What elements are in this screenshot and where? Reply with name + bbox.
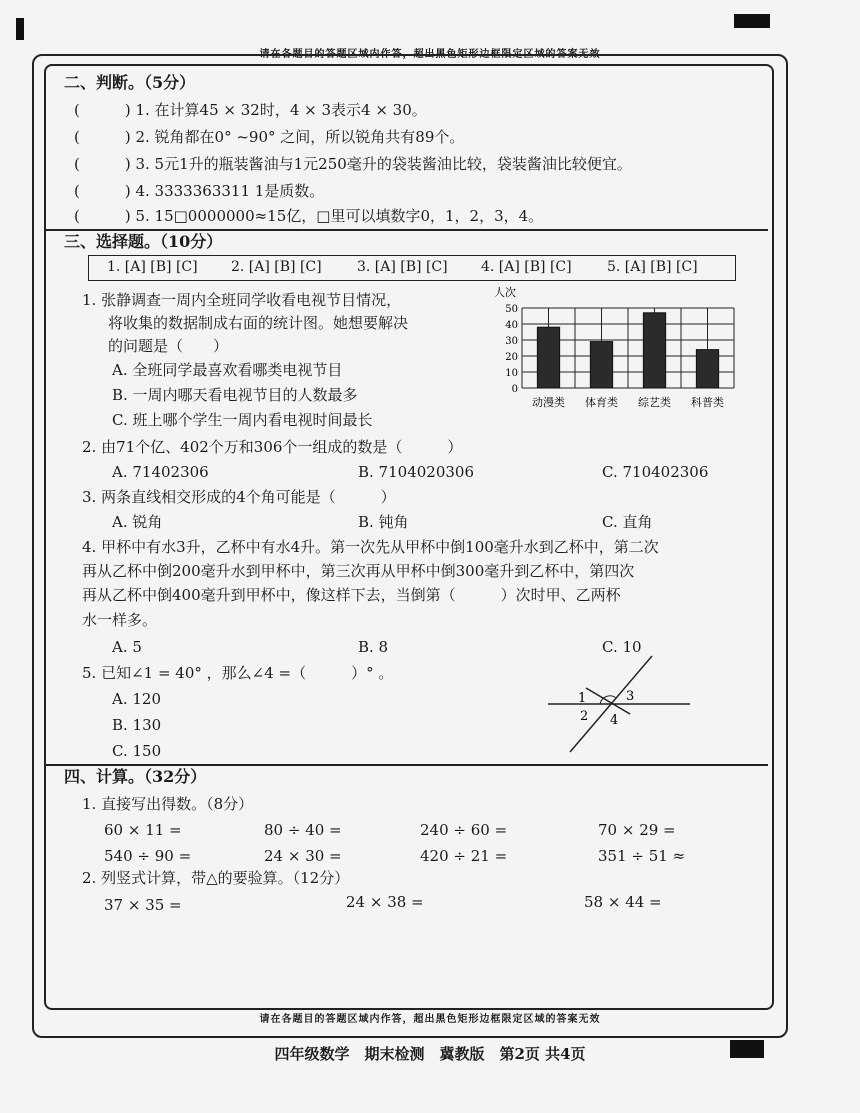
chart-ytick-3: 30: [505, 336, 518, 347]
q4-stem-line1: 4. 甲杯中有水3升，乙杯中有水4升。第一次先从甲杯中倒100毫升水到乙杯中，第二次: [82, 538, 659, 556]
q4-stem-line3: 再从乙杯中倒400毫升到甲杯中，像这样下去，当倒第（ ）次时甲、乙两杯: [82, 586, 621, 604]
q4-option-b: B. 8: [358, 638, 389, 656]
chart-ytick-5: 50: [505, 304, 518, 315]
notice-top: 请在各题目的答题区域内作答，超出黑色矩形边框限定区域的答案无效: [259, 49, 601, 60]
calc-row1-3: 240 ÷ 60 =: [420, 821, 508, 839]
notice-bottom: 请在各题目的答题区域内作答，超出黑色矩形边框限定区域的答案无效: [259, 1014, 601, 1025]
q5-option-a: A. 120: [112, 690, 161, 708]
corner-mark-top-left: [16, 18, 24, 40]
q5-stem: 5. 已知∠1 = 40° ，那么∠4 =（ ）° 。: [82, 664, 394, 682]
section-title-calc: 四、计算。（32分）: [64, 767, 207, 786]
page-footer: 四年级数学 期末检测 冀教版 第2页 共4页: [274, 1045, 586, 1063]
q2-option-b: B. 7104020306: [358, 463, 474, 481]
divider-1: [46, 229, 768, 231]
chart-ytick-2: 20: [505, 352, 518, 363]
calc-row2-2: 24 × 30 =: [264, 847, 342, 865]
crossing-line-b: [586, 688, 630, 714]
chart-bar-0: [537, 327, 559, 388]
q1-option-c: C. 班上哪个学生一周内看电视时间最长: [112, 411, 373, 429]
answer-choice-1[interactable]: 1. [A] [B] [C]: [107, 259, 198, 275]
answer-sheet-row: [88, 255, 736, 281]
judge-item-4: ( ) 4. 3333363311 1是质数。: [74, 182, 325, 200]
answer-choice-5[interactable]: 5. [A] [B] [C]: [607, 259, 698, 275]
angle-label-3: 3: [626, 689, 635, 704]
section-title-choice: 三、选择题。（10分）: [64, 232, 223, 251]
q1-option-a: A. 全班同学最喜欢看哪类电视节目: [112, 361, 343, 379]
q3-stem: 3. 两条直线相交形成的4个角可能是（ ）: [82, 488, 396, 506]
calc-sub2: 2. 列竖式计算，带△的要验算。（12分）: [82, 869, 350, 887]
q4-option-a: A. 5: [112, 638, 142, 656]
q1-stem-line1: 1. 张静调查一周内全班同学收看电视节目情况，: [82, 291, 402, 309]
intersecting-lines-diagram: [540, 652, 700, 756]
calc-row2-1: 540 ÷ 90 =: [104, 847, 192, 865]
calc-row3-3: 58 × 44 =: [584, 893, 662, 911]
chart-ytick-1: 10: [505, 368, 518, 379]
chart-category-2: 综艺类: [638, 396, 671, 409]
judge-item-3: ( ) 3. 5元1升的瓶装酱油与1元250毫升的袋装酱油比较，袋装酱油比较便宜。: [74, 155, 632, 173]
calc-row3-2: 24 × 38 =: [346, 893, 424, 911]
chart-bar-2: [643, 313, 665, 388]
q3-option-c: C. 直角: [602, 513, 653, 531]
angle-label-1: 1: [578, 691, 587, 706]
calc-row2-4: 351 ÷ 51 ≈: [598, 847, 686, 865]
chart-ytick-4: 40: [505, 320, 518, 331]
q1-stem-line2: 将收集的数据制成右面的统计图。她想要解决: [108, 314, 409, 332]
chart-category-3: 科普类: [691, 396, 724, 409]
chart-ylabel: 人次: [494, 286, 516, 299]
calc-row1-2: 80 ÷ 40 =: [264, 821, 342, 839]
answer-choice-4[interactable]: 4. [A] [B] [C]: [481, 259, 572, 275]
calc-row3-1: 37 × 35 =: [104, 896, 182, 914]
judge-item-1: ( ) 1. 在计算45 × 32时，4 × 3表示4 × 30。: [74, 101, 427, 119]
divider-2: [46, 764, 768, 766]
tv-watching-bar-chart: [486, 284, 746, 414]
chart-category-1: 体育类: [585, 396, 618, 409]
section-title-judge: 二、判断。（5分）: [64, 73, 196, 92]
q4-stem-line2: 再从乙杯中倒200毫升水到甲杯中，第三次再从甲杯中倒300毫升到乙杯中，第四次: [82, 562, 635, 580]
q3-option-b: B. 钝角: [358, 513, 409, 531]
q4-stem-line4: 水一样多。: [82, 611, 158, 629]
judge-item-2: ( ) 2. 锐角都在0° ~90° 之间，所以锐角共有89个。: [74, 128, 465, 146]
q4-option-c: C. 10: [602, 638, 642, 656]
angle-label-4: 4: [610, 713, 619, 728]
angle-label-2: 2: [580, 709, 589, 724]
judge-item-5: ( ) 5. 15□0000000≈15亿，□里可以填数字0，1，2，3，4。: [74, 207, 544, 225]
q5-option-c: C. 150: [112, 742, 162, 760]
q1-option-b: B. 一周内哪天看电视节目的人数最多: [112, 386, 358, 404]
calc-sub1: 1. 直接写出得数。（8分）: [82, 795, 254, 813]
answer-choice-3[interactable]: 3. [A] [B] [C]: [357, 259, 448, 275]
q5-option-b: B. 130: [112, 716, 162, 734]
chart-bar-3: [696, 350, 718, 388]
calc-row2-3: 420 ÷ 21 =: [420, 847, 508, 865]
q2-stem: 2. 由71个亿、402个万和306个一组成的数是（ ）: [82, 438, 463, 456]
calc-row1-4: 70 × 29 =: [598, 821, 676, 839]
q2-option-a: A. 71402306: [112, 463, 209, 481]
corner-mark-top-right: [734, 14, 770, 28]
q1-stem-line3: 的问题是（ ）: [108, 337, 229, 355]
answer-choice-2[interactable]: 2. [A] [B] [C]: [231, 259, 322, 275]
q2-option-c: C. 710402306: [602, 463, 709, 481]
q3-option-a: A. 锐角: [112, 513, 163, 531]
chart-category-0: 动漫类: [532, 396, 565, 409]
chart-bar-1: [590, 342, 612, 388]
calc-row1-1: 60 × 11 =: [104, 821, 182, 839]
chart-ytick-0: 0: [511, 384, 518, 395]
